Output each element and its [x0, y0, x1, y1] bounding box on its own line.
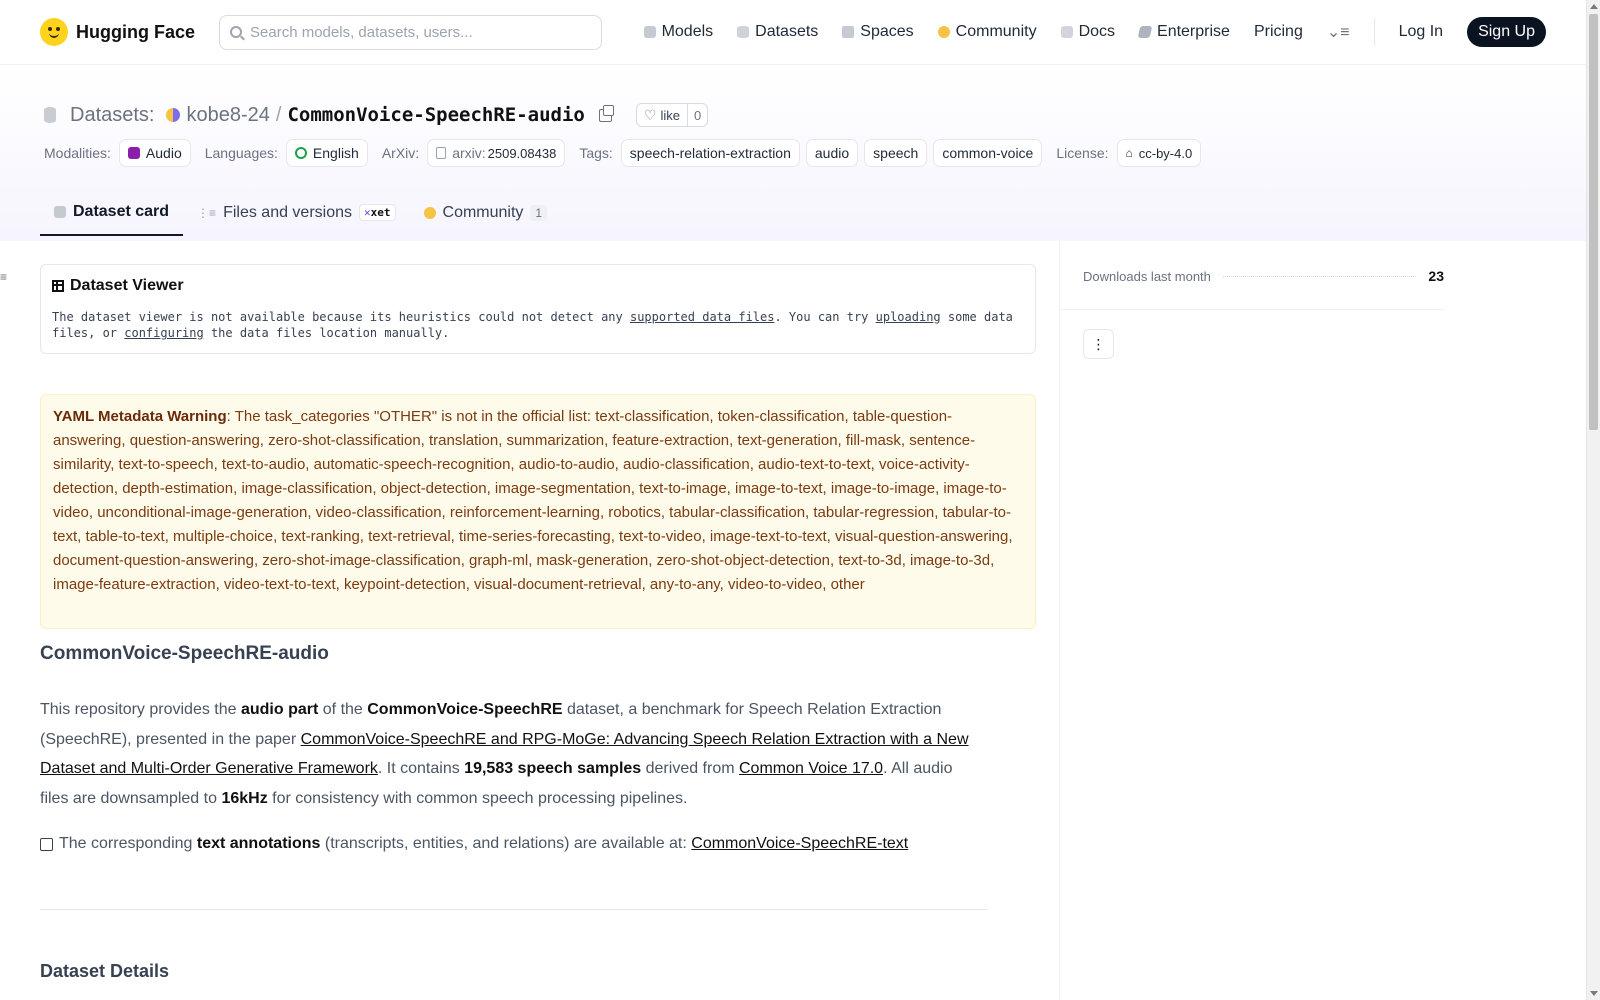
- repo-header: [0, 65, 1586, 241]
- search-placeholder: Search models, datasets, users...: [250, 23, 473, 41]
- license-icon: ⌂: [1125, 146, 1133, 160]
- like-button[interactable]: [636, 103, 708, 127]
- viewer-text-2: . You can try: [774, 310, 876, 324]
- desc-text: . All audio files are downsampled to: [40, 760, 953, 807]
- warning-text: : The task_categories "OTHER" is not in the official list: text-classification, token-classification, table-question-answering, question-answering, zero-shot-classification, translation, summarization, feature-extraction, text-generation, fill-mask, sentence-similarity, text-to-speech, text-to-audio, automatic-speech-recognition, audio-to-audio, audio-classification, audio-text-to-text, voice-activity-detection, depth-estimation, image-classification, object-detection, image-segmentation, text-to-image, image-to-text, image-to-image, image-to-video, unconditional-image-generation, video-classification, reinforcement-learning, robotics, tabular-classification, tabular-regression, tabular-to-text, table-to-text, multiple-choice, text-ranking, text-retrieval, time-series-forecasting, text-to-video, image-text-to-text, visual-question-answering, document-question-answering, zero-shot-image-classification, graph-ml, mask-generation, zero-shot-object-detection, text-to-3d, image-to-3d, image-feature-extraction, video-text-to-text, keypoint-detection, visual-document-retrieval, any-to-any, video-to-video, other: [53, 408, 1013, 593]
- dotted-leader: [1223, 276, 1417, 277]
- checkbox-icon: [40, 838, 53, 851]
- arxiv-label: ArXiv:: [381, 145, 420, 161]
- desc-text: This repository provides the: [40, 701, 241, 718]
- common-voice-link[interactable]: Common Voice 17.0: [739, 760, 884, 777]
- page-scrollbar[interactable]: [1586, 0, 1600, 1000]
- more-menu-icon[interactable]: ⌄≡: [1326, 24, 1350, 41]
- tab-dataset-card[interactable]: [40, 189, 183, 236]
- nav-models[interactable]: [644, 23, 714, 41]
- downloads-value: 23: [1428, 268, 1444, 284]
- text-dataset-link[interactable]: CommonVoice-SpeechRE-text: [691, 835, 909, 852]
- owner-avatar: [166, 108, 180, 122]
- configuring-link[interactable]: configuring: [124, 326, 204, 340]
- community-hands-icon: [424, 207, 436, 219]
- dataset-icon: [44, 107, 56, 123]
- downloads-stat: [1083, 268, 1444, 284]
- arxiv-chip[interactable]: [427, 139, 565, 167]
- kebab-icon: ⋮: [1091, 335, 1106, 352]
- viewer-message: [52, 309, 1024, 341]
- dataset-details-heading: Dataset Details: [40, 961, 170, 981]
- nav-pricing[interactable]: [1254, 23, 1303, 41]
- signup-button[interactable]: Sign Up: [1467, 17, 1546, 47]
- like-label: like: [660, 107, 680, 123]
- brand-name: Hugging Face: [76, 21, 196, 42]
- paper-link[interactable]: CommonVoice-SpeechRE and RPG-MoGe: Advancing Speech Relation Extraction with a New Dataset and Multi-Order Generative Framework: [40, 730, 969, 777]
- scroll-up-icon[interactable]: [1590, 4, 1598, 9]
- tag-chip[interactable]: audio: [806, 139, 858, 167]
- repo-name[interactable]: CommonVoice-SpeechRE-audio: [287, 104, 585, 126]
- desc-text: dataset, a benchmark for Speech Relation Extraction (SpeechRE), presented in the paper: [40, 701, 942, 748]
- xet-badge: ✕xet: [359, 204, 396, 221]
- database-icon: [737, 26, 749, 38]
- tag-chip[interactable]: common-voice: [933, 139, 1042, 167]
- note-bold: text annotations: [196, 835, 321, 852]
- column-divider: [1059, 241, 1060, 1000]
- tag-chip[interactable]: speech-relation-extraction: [621, 139, 800, 167]
- license-label: License:: [1056, 145, 1109, 161]
- note-text: (transcripts, entities, and relations) are available at:: [320, 835, 692, 852]
- tab-community[interactable]: [410, 189, 562, 236]
- nav-enterprise-label: Enterprise: [1157, 23, 1230, 40]
- downloads-label: Downloads last month: [1083, 268, 1211, 284]
- brand-link[interactable]: [40, 18, 195, 46]
- desc-bold: CommonVoice-SpeechRE: [367, 701, 563, 718]
- nav-spaces[interactable]: [842, 23, 913, 41]
- tab-files-label: Files and versions: [223, 203, 353, 221]
- modality-value: Audio: [145, 145, 182, 161]
- license-chip[interactable]: [1117, 139, 1202, 167]
- nav-links: [644, 17, 1546, 47]
- enterprise-icon: [1138, 26, 1153, 38]
- nav-pricing-label: Pricing: [1253, 23, 1303, 40]
- nav-enterprise[interactable]: [1139, 23, 1230, 41]
- desc-bold: 16kHz: [221, 789, 268, 807]
- nav-spaces-label: Spaces: [860, 23, 914, 40]
- sidebar-toggle-icon[interactable]: ≡: [0, 270, 8, 284]
- community-hands-icon: [938, 26, 950, 38]
- copy-icon[interactable]: [599, 109, 612, 122]
- nav-models-label: Models: [661, 23, 714, 40]
- viewer-text-3: some data files, or: [52, 310, 1013, 340]
- tag-chip[interactable]: speech: [864, 139, 927, 167]
- modalities-label: Modalities:: [44, 145, 111, 161]
- desc-text: for consistency with common speech processing pipelines.: [267, 789, 688, 807]
- license-value: cc-by-4.0: [1138, 145, 1193, 161]
- heart-icon: ♡: [643, 106, 657, 123]
- more-options-button[interactable]: [1083, 329, 1114, 359]
- desc-bold: audio part: [240, 701, 319, 718]
- nav-docs-label: Docs: [1078, 23, 1116, 40]
- files-icon: ⋮≡: [197, 205, 217, 220]
- modality-chip[interactable]: [119, 139, 191, 167]
- nav-community-label: Community: [955, 23, 1037, 40]
- arxiv-prefix: arxiv:: [452, 145, 486, 161]
- yaml-metadata-warning: [40, 394, 1036, 629]
- search-input[interactable]: [219, 15, 602, 50]
- dataset-viewer-panel: [40, 264, 1036, 354]
- supported-files-link[interactable]: supported data files: [629, 310, 775, 324]
- card-heading: CommonVoice-SpeechRE-audio: [40, 643, 329, 664]
- viewer-text-4: the data files location manually.: [203, 326, 450, 340]
- note-text: The corresponding: [59, 835, 197, 852]
- card-description: [40, 695, 980, 813]
- sidebar-divider: [1059, 309, 1444, 310]
- scrollbar-thumb[interactable]: [1589, 14, 1598, 430]
- hugging-face-logo-icon: [40, 18, 68, 46]
- tags-label: Tags:: [579, 145, 613, 161]
- cube-icon: [54, 206, 66, 218]
- like-count: 0: [693, 107, 702, 123]
- scroll-down-icon[interactable]: [1590, 991, 1598, 996]
- nav-divider: [1374, 18, 1375, 46]
- text-annotations-note: [40, 835, 908, 853]
- paper-icon: [436, 147, 446, 159]
- search-icon: [230, 26, 242, 38]
- language-value: English: [312, 145, 359, 161]
- metadata-row: [44, 139, 1201, 167]
- viewer-title: [52, 277, 1024, 295]
- uploading-link[interactable]: uploading: [875, 310, 941, 324]
- viewer-title-text: Dataset Viewer: [70, 277, 184, 294]
- nav-docs[interactable]: [1061, 23, 1115, 41]
- section-divider: [40, 909, 988, 910]
- arxiv-id: 2509.08438: [487, 145, 557, 161]
- warning-title: YAML Metadata Warning: [53, 408, 227, 425]
- languages-label: Languages:: [204, 145, 278, 161]
- audio-icon: [128, 147, 140, 159]
- book-icon: [1061, 26, 1073, 38]
- section-label[interactable]: Datasets:: [70, 103, 155, 126]
- tab-community-label: Community: [442, 203, 524, 221]
- login-link[interactable]: Log In: [1398, 23, 1444, 40]
- viewer-text-1: The dataset viewer is not available because its heuristics could not detect any: [52, 310, 630, 324]
- table-icon: [52, 280, 64, 292]
- desc-text: derived from: [641, 760, 739, 777]
- owner-link[interactable]: kobe8-24: [186, 103, 270, 126]
- nav-datasets[interactable]: [737, 23, 818, 41]
- desc-bold: 19,583 speech samples: [464, 760, 642, 777]
- language-chip[interactable]: [286, 139, 368, 167]
- nav-community[interactable]: [938, 23, 1037, 41]
- cube-icon: [644, 26, 656, 38]
- xet-label: xet: [370, 206, 391, 219]
- repo-tabs: [40, 189, 561, 236]
- globe-icon: [295, 147, 307, 159]
- community-count: 1: [530, 205, 547, 221]
- tab-card-label: Dataset card: [73, 202, 170, 220]
- desc-text: of the: [318, 701, 368, 718]
- tab-files[interactable]: [183, 189, 409, 236]
- top-nav: [0, 0, 1586, 65]
- spaces-grid-icon: [842, 26, 854, 38]
- desc-text: . It contains: [377, 760, 465, 777]
- nav-datasets-label: Datasets: [755, 23, 819, 40]
- repo-title: [44, 103, 708, 127]
- path-separator: /: [275, 103, 282, 126]
